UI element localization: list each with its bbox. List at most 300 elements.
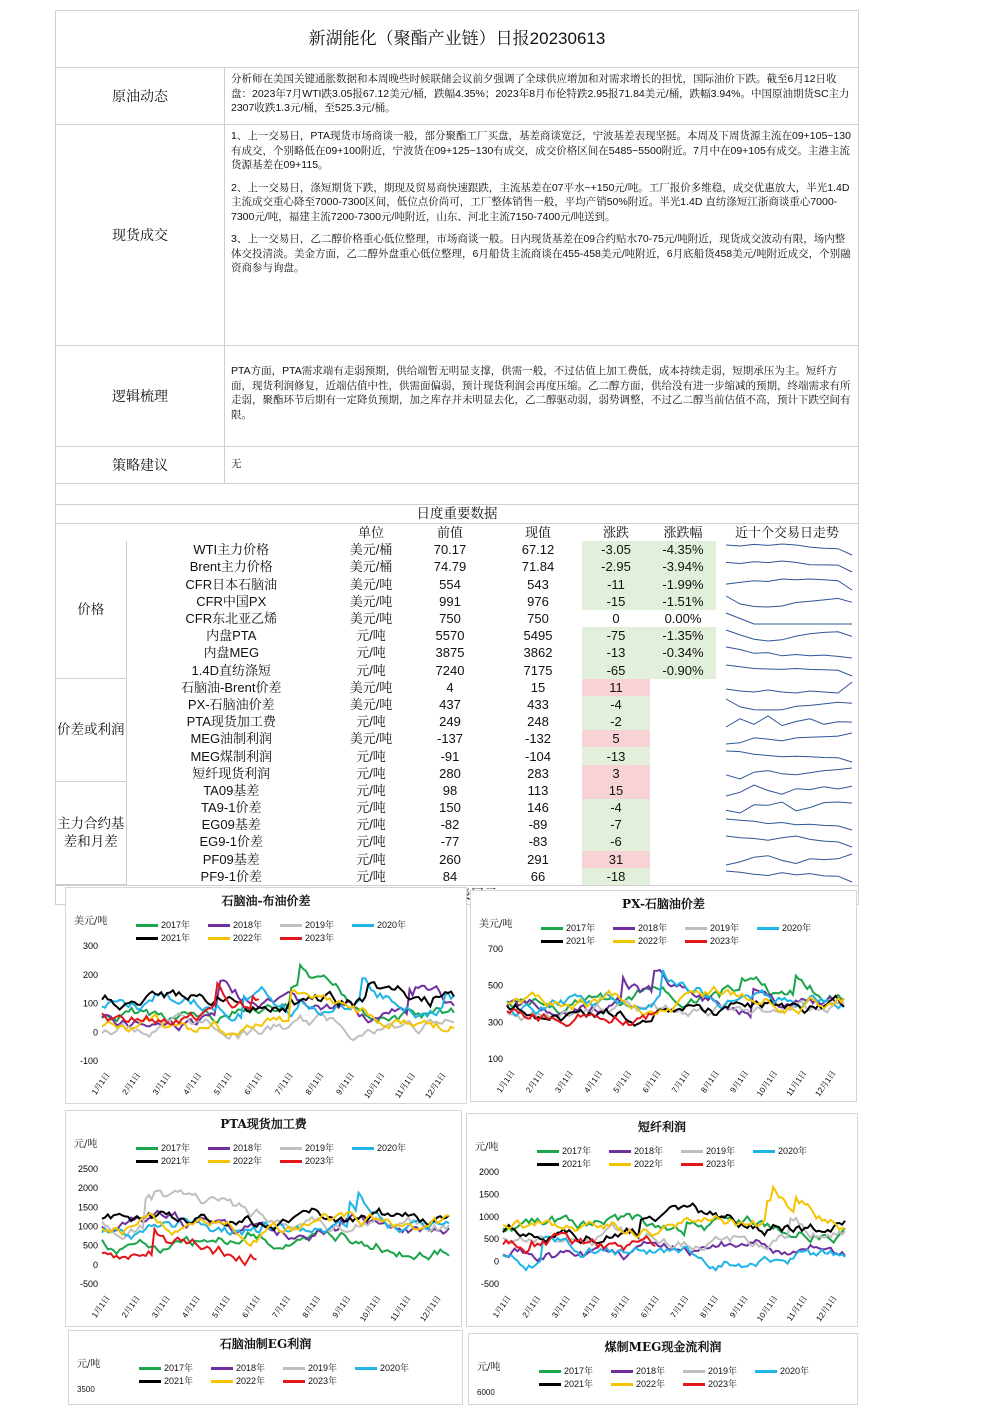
chart-unit: 美元/吨 <box>479 919 513 930</box>
y-tick-label: 1000 <box>478 1211 499 1222</box>
legend-label: 2018年 <box>636 1366 666 1376</box>
legend-item <box>211 1374 283 1387</box>
header-cur: 现值 <box>524 525 551 541</box>
table-row <box>56 747 858 764</box>
item-pct <box>650 747 716 764</box>
legend-label: 2022年 <box>636 1379 666 1389</box>
y-tick-label: 100 <box>487 1054 503 1064</box>
item-chg: -6 <box>582 833 650 850</box>
legend-swatch <box>211 1367 233 1370</box>
x-tick-label: 6月1日 <box>639 1293 661 1320</box>
legend-label: 2017年 <box>562 1146 592 1156</box>
trend-sparkline <box>716 662 858 679</box>
legend-label: 2019年 <box>710 923 740 933</box>
item-pct <box>650 833 716 850</box>
legend-item <box>211 1361 283 1374</box>
legend-label: 2021年 <box>161 933 191 943</box>
chart-legend <box>539 1364 839 1390</box>
x-tick-label: 1月1日 <box>89 1070 112 1097</box>
item-chg: 11 <box>582 679 650 696</box>
legend-label: 2020年 <box>380 1363 410 1373</box>
item-name: PF09基差 <box>202 851 260 867</box>
table-row <box>56 662 858 679</box>
item-chg: -18 <box>582 868 650 885</box>
y-tick-label: 1500 <box>478 1189 499 1200</box>
legend-label: 2021年 <box>566 936 596 946</box>
y-tick-label: 100 <box>82 998 98 1009</box>
x-tick-label: 11月1日 <box>785 1293 810 1323</box>
item-chg: -65 <box>582 662 650 679</box>
x-tick-label: 12月1日 <box>418 1293 443 1324</box>
trend-sparkline <box>716 696 858 713</box>
item-chg: -11 <box>582 576 650 593</box>
item-cur: 283 <box>527 765 549 781</box>
y-tick-label: 0 <box>92 1027 98 1038</box>
section-strategy <box>56 447 858 484</box>
trend-sparkline <box>716 576 858 593</box>
x-tick-label: 4月1日 <box>181 1070 204 1097</box>
chart-plot <box>66 1111 461 1326</box>
legend-swatch <box>539 1383 561 1386</box>
item-pct <box>650 799 716 816</box>
item-prev: -77 <box>440 834 460 850</box>
item-pct: -3.94% <box>650 558 716 575</box>
table-header-row <box>56 524 858 541</box>
chart-panel <box>65 887 467 1104</box>
table-row <box>56 576 858 593</box>
item-prev: 437 <box>439 696 461 712</box>
x-tick-label: 3月1日 <box>151 1070 173 1097</box>
item-prev: 74.79 <box>433 559 467 575</box>
item-name: CFR东北亚乙烯 <box>185 611 278 627</box>
item-prev: 249 <box>439 714 461 730</box>
group-label: 主力合约基差和月差 <box>56 782 126 885</box>
x-tick-label: 8月1日 <box>699 1068 721 1095</box>
strategy-text: 无 <box>231 458 242 470</box>
table-row <box>56 644 858 661</box>
sparkline-svg <box>722 577 856 592</box>
item-name: MEG油制利润 <box>190 731 273 747</box>
x-tick-label: 9月1日 <box>334 1070 357 1097</box>
sparkline-svg <box>722 783 856 798</box>
legend-label: 2020年 <box>780 1366 810 1376</box>
item-prev: 5570 <box>435 628 465 644</box>
item-pct <box>650 696 716 713</box>
item-chg: 3 <box>582 765 650 782</box>
item-name: TA09基差 <box>203 782 260 798</box>
legend-item <box>683 1377 755 1390</box>
x-tick-label: 3月1日 <box>553 1068 576 1095</box>
legend-swatch <box>683 1370 705 1373</box>
item-prev: 750 <box>439 611 461 627</box>
item-cur: 146 <box>527 800 549 816</box>
x-tick-label: 7月1日 <box>273 1070 295 1097</box>
legend-label: 2022年 <box>233 1156 263 1166</box>
trend-sparkline <box>716 644 858 661</box>
legend-label: 2020年 <box>782 923 812 933</box>
item-prev: 3875 <box>435 645 465 661</box>
item-name: 短纤现货利润 <box>192 765 271 781</box>
item-cur: -132 <box>524 731 552 747</box>
legend-label: 2017年 <box>161 920 191 930</box>
legend-label: 2020年 <box>377 1143 407 1153</box>
item-chg: -3.05 <box>582 541 650 558</box>
legend-swatch <box>139 1367 161 1370</box>
item-cur: 7175 <box>523 662 553 678</box>
chart-title: 石脑油-布油价差 <box>221 894 311 908</box>
legend-label: 2019年 <box>305 920 335 930</box>
legend-item <box>283 1374 355 1387</box>
table-row <box>56 765 858 782</box>
item-unit: 美元/吨 <box>349 576 393 592</box>
y-tick-label: 2000 <box>478 1167 499 1177</box>
series-line <box>503 1237 845 1271</box>
legend-label: 2022年 <box>638 936 668 946</box>
legend-item <box>611 1377 683 1390</box>
x-tick-label: 1月1日 <box>89 1293 112 1320</box>
x-tick-label: 10月1日 <box>362 1070 387 1101</box>
trend-sparkline <box>716 765 858 782</box>
legend-label: 2023年 <box>305 1156 335 1166</box>
chart-unit: 元/吨 <box>77 1359 101 1370</box>
item-chg: -15 <box>582 593 650 610</box>
legend-label: 2021年 <box>164 1376 194 1386</box>
x-tick-label: 1月1日 <box>490 1293 513 1320</box>
item-chg: 0 <box>612 611 620 627</box>
legend-swatch <box>283 1367 305 1370</box>
legend-label: 2023年 <box>305 933 335 943</box>
item-cur: 291 <box>527 851 549 867</box>
chart-unit: 元/吨 <box>477 1362 501 1373</box>
trend-sparkline <box>716 610 858 627</box>
chart-title: 煤制MEG现金流利润 <box>604 1340 722 1354</box>
item-prev: 554 <box>439 576 461 592</box>
y-tick-label: 1500 <box>77 1202 98 1213</box>
x-tick-label: 4月1日 <box>582 1068 605 1095</box>
item-unit: 美元/吨 <box>349 731 393 747</box>
sparkline-svg <box>722 645 856 660</box>
spot-text <box>225 125 858 345</box>
group-label: 价格 <box>56 541 126 679</box>
item-unit: 元/吨 <box>356 765 386 781</box>
trend-sparkline <box>716 782 858 799</box>
header-unit: 单位 <box>357 525 384 541</box>
legend-swatch <box>683 1383 705 1386</box>
legend-label: 2022年 <box>233 933 263 943</box>
x-tick-label: 11月1日 <box>388 1293 413 1323</box>
item-cur: 976 <box>527 593 549 609</box>
legend-label: 2018年 <box>233 920 263 930</box>
x-tick-label: 8月1日 <box>698 1293 721 1320</box>
y-tick-label: 3500 <box>77 1385 95 1394</box>
y-tick-label: 1000 <box>77 1221 98 1232</box>
item-chg: -2 <box>582 713 650 730</box>
item-name: CFR中国PX <box>196 593 267 609</box>
sparkline-svg <box>722 834 856 849</box>
section-spot <box>56 125 858 346</box>
x-tick-label: 6月1日 <box>240 1293 263 1320</box>
item-pct: -0.34% <box>650 644 716 661</box>
legend-label: 2023年 <box>308 1376 338 1386</box>
x-tick-label: 8月1日 <box>300 1293 323 1320</box>
legend-label: 2017年 <box>161 1143 191 1153</box>
sparkline-svg <box>722 628 856 643</box>
report-sheet <box>55 10 859 905</box>
item-name: PX-石脑油价差 <box>187 696 275 712</box>
chart-unit: 元/吨 <box>74 1139 98 1150</box>
legend-label: 2019年 <box>708 1366 738 1376</box>
item-pct: 0.00% <box>664 611 702 627</box>
spacer-row <box>56 484 858 505</box>
x-tick-label: 9月1日 <box>728 1068 751 1095</box>
x-tick-label: 5月1日 <box>611 1068 634 1095</box>
trend-sparkline <box>716 627 858 644</box>
sparkline-svg <box>722 697 856 712</box>
chart-plot <box>471 891 856 1101</box>
legend-label: 2018年 <box>233 1143 263 1153</box>
item-pct <box>650 765 716 782</box>
x-tick-label: 5月1日 <box>212 1070 234 1097</box>
legend-label: 2017年 <box>164 1363 194 1373</box>
item-name: EG09基差 <box>201 817 261 833</box>
section-label-spot: 现货成交 <box>56 125 225 345</box>
sparkline-svg <box>722 680 856 695</box>
trend-sparkline <box>716 868 858 885</box>
y-tick-label: 700 <box>487 944 503 954</box>
item-name: Brent主力价格 <box>189 559 273 575</box>
x-tick-label: 2月1日 <box>524 1068 546 1095</box>
table-row <box>56 610 858 627</box>
item-cur: 5495 <box>523 628 553 644</box>
item-unit: 美元/吨 <box>349 679 393 695</box>
item-cur: 433 <box>527 696 549 712</box>
item-unit: 元/吨 <box>356 800 386 816</box>
item-pct: -1.51% <box>650 593 716 610</box>
sparkline-svg <box>722 559 856 574</box>
chart-panel <box>466 1113 858 1327</box>
item-name: WTI主力价格 <box>193 542 270 558</box>
chart-unit: 美元/吨 <box>74 916 108 927</box>
y-tick-label: 200 <box>82 969 98 980</box>
crude-text: 分析师在美国关键通胀数据和本周晚些时候联储会议前夕强调了全球供应增加和对需求增长的担忧，国际油价下跌。截至6月12日收盘：2023年7月WTI跌3.05报67.12美元/桶，跌幅4.35%；2023年8月布伦特跌2.95报71.84美元/桶，跌幅3.94%。中国原油期货SC主力2307收跌1.3元/桶，至525.3元/桶。 <box>231 73 850 114</box>
trend-sparkline <box>716 747 858 764</box>
item-unit: 美元/吨 <box>349 696 393 712</box>
sparkline-svg <box>722 817 856 832</box>
item-pct: -4.35% <box>650 541 716 558</box>
item-prev: 150 <box>439 800 461 816</box>
chart-plot <box>467 1114 857 1326</box>
item-pct: -1.35% <box>650 627 716 644</box>
item-unit: 元/吨 <box>356 834 386 850</box>
item-name: CFR日本石脑油 <box>185 576 278 592</box>
legend-swatch <box>755 1370 777 1373</box>
y-tick-label: 6000 <box>477 1388 495 1397</box>
legend-item <box>283 1361 355 1374</box>
item-unit: 元/吨 <box>356 851 386 867</box>
legend-swatch <box>611 1383 633 1386</box>
y-tick-label: 0 <box>493 1256 499 1267</box>
item-unit: 元/吨 <box>356 714 386 730</box>
y-tick-label: 500 <box>483 1234 499 1245</box>
trend-sparkline <box>716 679 858 696</box>
item-prev: 98 <box>442 782 458 798</box>
table-row <box>56 868 858 885</box>
chart-legend <box>139 1361 439 1387</box>
x-tick-label: 12月1日 <box>814 1293 839 1324</box>
legend-label: 2019年 <box>706 1146 736 1156</box>
legend-item <box>755 1364 827 1377</box>
item-name: PF9-1价差 <box>200 868 262 884</box>
legend-swatch <box>139 1380 161 1383</box>
y-tick-label: 0 <box>92 1259 98 1270</box>
item-name: 石脑油-Brent价差 <box>181 679 282 695</box>
trend-sparkline <box>716 833 858 850</box>
table-row <box>56 713 858 730</box>
spot-paragraph-2: 2、上一交易日，涤短期货下跌，期现及贸易商快速跟跌，主流基差在07平水~+150元/吨。工厂报价多维稳，成交优惠放大，半光1.4D 主流成交重心降至7000-7300区间，低位点价尚可，工厂整体销售一般，平均产销50%附近。半光1.4D 直纺涤短江浙商谈重心7000-7300元/吨，福建主流7200-7300元/吨附近，山东、河北主流7150-7400元/吨送到。 <box>231 181 850 223</box>
chart-panel <box>65 1110 462 1327</box>
item-name: PTA现货加工费 <box>186 714 276 730</box>
legend-swatch <box>539 1370 561 1373</box>
item-cur: -89 <box>528 817 548 833</box>
item-pct <box>650 730 716 747</box>
legend-swatch <box>355 1367 377 1370</box>
legend-label: 2022年 <box>634 1159 664 1169</box>
chart-plot <box>66 888 466 1103</box>
legend-item <box>139 1361 211 1374</box>
legend-label: 2022年 <box>236 1376 266 1386</box>
legend-item <box>355 1361 427 1374</box>
x-tick-label: 12月1日 <box>423 1070 448 1101</box>
item-prev: 4 <box>446 679 454 695</box>
item-chg: 5 <box>582 730 650 747</box>
legend-label: 2019年 <box>305 1143 335 1153</box>
item-unit: 元/吨 <box>356 817 386 833</box>
sparkline-svg <box>722 749 856 764</box>
trend-sparkline <box>716 799 858 816</box>
item-unit: 美元/吨 <box>349 593 393 609</box>
sparkline-svg <box>722 766 856 781</box>
item-chg: -4 <box>582 799 650 816</box>
x-tick-label: 10月1日 <box>755 1293 780 1324</box>
item-unit: 元/吨 <box>356 645 386 661</box>
trend-sparkline <box>716 713 858 730</box>
item-chg: -13 <box>582 747 650 764</box>
table-row <box>56 541 858 558</box>
chart-title: 短纤利润 <box>637 1120 686 1134</box>
item-name: 内盘MEG <box>203 645 260 661</box>
x-tick-label: 6月1日 <box>242 1070 265 1097</box>
sparkline-svg <box>722 800 856 815</box>
x-tick-label: 2月1日 <box>120 1070 143 1097</box>
item-unit: 元/吨 <box>356 748 386 764</box>
y-tick-label: 300 <box>82 941 98 951</box>
x-tick-label: 3月1日 <box>150 1293 172 1320</box>
trend-sparkline <box>716 851 858 868</box>
item-pct: -0.90% <box>650 662 716 679</box>
item-prev: 260 <box>439 851 461 867</box>
table-row <box>56 696 858 713</box>
legend-label: 2021年 <box>564 1379 594 1389</box>
legend-label: 2018年 <box>236 1363 266 1373</box>
y-tick-label: 300 <box>487 1017 503 1028</box>
item-pct <box>650 816 716 833</box>
header-trend: 近十个交易日走势 <box>734 525 839 541</box>
series-line <box>503 1214 845 1243</box>
item-pct <box>650 782 716 799</box>
spot-paragraph-3: 3、上一交易日，乙二醇价格重心低位整理，市场商谈一般。日内现货基差在09合约贴水70-75元/吨附近，现货成交波动有限，场内整体交投清淡。美金方面，乙二醇外盘重心低位整理，6月船货主流商谈在455-458美元/吨附近，6月底船货458美元/吨附近成交，个别融资商参与询盘。 <box>231 233 851 274</box>
y-tick-label: 500 <box>487 980 503 991</box>
legend-label: 2021年 <box>161 1156 191 1166</box>
legend-swatch <box>211 1380 233 1383</box>
x-tick-label: 4月1日 <box>180 1293 202 1320</box>
x-tick-label: 12月1日 <box>813 1068 838 1099</box>
table-row <box>56 816 858 833</box>
item-chg: -13 <box>582 644 650 661</box>
item-unit: 美元/桶 <box>349 559 393 575</box>
x-tick-label: 4月1日 <box>579 1293 602 1320</box>
item-chg: -7 <box>582 816 650 833</box>
item-prev: 84 <box>442 868 458 884</box>
item-cur: 113 <box>527 782 549 798</box>
x-tick-label: 1月1日 <box>494 1068 517 1095</box>
table-row <box>56 627 858 644</box>
chart-panel <box>68 1330 463 1405</box>
table-row <box>56 558 858 575</box>
section-logic <box>56 346 858 447</box>
item-name: 内盘PTA <box>206 628 257 644</box>
x-tick-label: 8月1日 <box>303 1070 326 1097</box>
item-prev: -91 <box>440 748 460 764</box>
item-cur: 3862 <box>523 645 553 661</box>
legend-label: 2017年 <box>566 923 596 933</box>
daily-data-table <box>56 524 858 885</box>
logic-text: PTA方面，PTA需求端有走弱预期，供给端暂无明显支撑，供需一般，不过估值上加工费低，成本持续走弱，短期承压为主。短纤方面，现货利润修复，近端估值中性，供需面偏弱，预计现货利润会再度压缩。乙二醇方面，供给没有进一步缩减的预期，终端需求有所走弱，聚酯环节后期有一定降负预期，加之库存并未明显去化，乙二醇驱动弱，弱势调整，不过乙二醇当前估值不高，预计下跌空间有限。 <box>231 365 851 421</box>
item-cur: -104 <box>524 748 552 764</box>
x-tick-label: 5月1日 <box>210 1293 233 1320</box>
x-tick-label: 9月1日 <box>728 1293 750 1320</box>
trend-sparkline <box>716 730 858 747</box>
y-tick-label: 2000 <box>77 1183 98 1194</box>
sparkline-svg <box>722 663 856 678</box>
legend-label: 2017年 <box>564 1366 594 1376</box>
trend-sparkline <box>716 558 858 575</box>
sparkline-svg <box>722 611 856 626</box>
item-pct <box>650 679 716 696</box>
sparkline-svg <box>722 731 856 746</box>
x-tick-label: 11月1日 <box>784 1068 809 1098</box>
item-unit: 元/吨 <box>356 868 386 884</box>
chart-title: 石脑油制EG利润 <box>219 1337 312 1351</box>
series-line <box>507 976 844 1014</box>
x-tick-label: 11月1日 <box>393 1070 418 1100</box>
x-tick-label: 3月1日 <box>550 1293 572 1320</box>
item-prev: -137 <box>436 731 464 747</box>
group-label: 价差或利润 <box>56 679 126 782</box>
item-cur: 248 <box>527 714 549 730</box>
trend-sparkline <box>716 541 858 558</box>
legend-item <box>539 1364 611 1377</box>
item-name: MEG煤制利润 <box>190 748 273 764</box>
chart-unit: 元/吨 <box>475 1142 499 1153</box>
legend-label: 2023年 <box>706 1159 736 1169</box>
item-cur: 71.84 <box>521 559 555 575</box>
chart-title: PX-石脑油价差 <box>622 897 705 911</box>
legend-swatch <box>611 1370 633 1373</box>
trend-sparkline <box>716 593 858 610</box>
sparkline-svg <box>722 869 856 884</box>
x-tick-label: 6月1日 <box>640 1068 663 1095</box>
legend-item <box>683 1364 755 1377</box>
